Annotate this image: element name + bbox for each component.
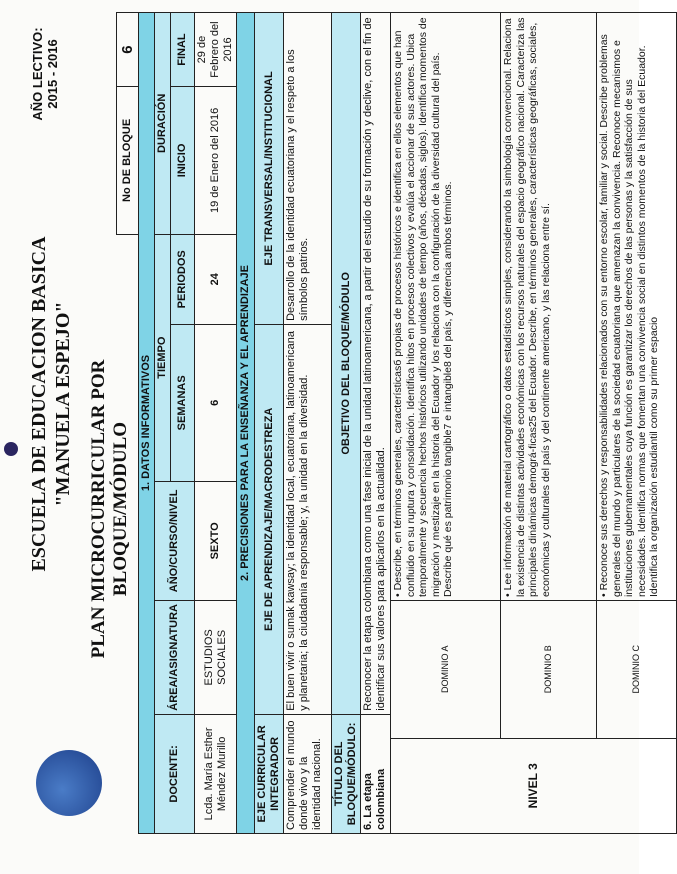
plan-table — [116, 12, 677, 834]
curso-value: SEXTO — [195, 481, 237, 600]
dominio-a-text: • Describe, en términos generales, característicasб propias de procesos históricos e identifica en ellos elementos que han confluido en su ruptura y consolidación. Identifica hitos en procesos colectivos y evalúa el accionar de sus actores. Ubica temporalmente y secuencia hechos históricos utilizando unidades de tiempo (años, décadas, siglos). Identifica momentos de migración y mestizaje en la historia del Ecuador y los relaciona con la configuración de la diversidad cultural del país. Describe qué es patrimonio tangible7 e intangible8 del país, y diferencia ambos términos. — [391, 13, 501, 601]
school-year-label: AÑO LECTIVO: — [30, 27, 45, 121]
plan-title: PLAN MICROCURRICULAR POR BLOQUE/MÓDULO — [88, 359, 131, 659]
section-precisiones: 2. PRECISIONES PARA LA ENSEÑANZA Y EL APRENDIZAJE — [237, 13, 255, 834]
objetivo-bloque-header: OBJETIVO DEL BLOQUE/MÓDULO — [332, 13, 361, 715]
semanas-header: SEMANAS — [171, 324, 195, 481]
docente-value: Lcda. María Esther Méndez Murillo — [195, 714, 237, 833]
eje-macro-header: EJE DE APRENDIZAJE/MACRODESTREZA — [255, 324, 284, 714]
dominio-c-label: DOMINIO C — [597, 601, 677, 739]
eje-integrador-text: Comprender el mundo donde vivo y la identidad nacional. — [284, 714, 332, 833]
nivel-label: NIVEL 3 — [391, 738, 677, 833]
periodos-value: 24 — [195, 234, 237, 324]
block-value: 6 — [117, 13, 139, 87]
school-name: ESCUELA DE EDUCACION BASICA — [28, 236, 50, 572]
school-subname: "MANUELA ESPEJO" — [52, 301, 74, 507]
final-value: 29 de Febrero del 2016 — [195, 13, 237, 87]
area-value: ESTUDIOS SOCIALES — [195, 601, 237, 715]
titulo-bloque-header: TÍTULO DEL BLOQUE/MÓDULO: — [332, 714, 361, 833]
curso-header: AÑO/CURSO/NIVEL — [155, 481, 195, 600]
school-year — [30, 14, 60, 134]
duracion-header: DURACIÓN — [155, 13, 171, 235]
dominio-b-text: • Lee información de material cartográfico o datos estadísticos simples, considerando la simbología convencional. Relaciona la existencia de distintas actividades económicas con los recursos naturales del espacio geográfico nacional. Caracteriza las principales dinámicas demográ-ficas25 del Ecuador. Describe, en términos generales, características geográficas, sociales, económicas y culturales del país y del continente americano, y las relaciona entre sí. — [501, 13, 597, 601]
area-header: ÁREA/ASIGNATURA — [155, 601, 195, 715]
logo-emblem-icon — [36, 750, 102, 816]
punch-hole-icon — [4, 442, 18, 456]
section-datos-informativos: 1. DATOS INFORMATIVOS — [139, 13, 155, 834]
inicio-value: 19 de Enero del 2016 — [195, 87, 237, 235]
semanas-value: 6 — [195, 324, 237, 481]
tiempo-header: TIEMPO — [155, 234, 171, 481]
eje-transversal-text: Desarrollo de la identidad ecuatoriana y el respeto a los símbolos patrios. — [284, 13, 332, 325]
block-label: No DE BLOQUE — [117, 87, 139, 235]
dominio-c-text: • Reconoce sus derechos y responsabilidades relacionados con su entorno escolar, familiar y social. Describe problemas generales del mundo y particulares de la sociedad ecuatoriana que amenazan la convivencia. Reconoce mecanismos e instituciones gubernamentales cuya función es garantizar los derechos de las personas y la satisfacción de sus necesidades. Identifica normas que fomentan una convivencia social en distintos momentos de la historia del Ecuador. Identifica la organización estudiantil como su primer espacio — [597, 13, 677, 601]
eje-macro-text: El buen vivir o sumak kawsay; la identidad local, ecuatoriana, latinoamericana y planetaria; la ciudadanía responsable; y, la unidad en la diversidad. — [284, 324, 332, 714]
school-year-value: 2015 - 2016 — [45, 39, 60, 109]
eje-transversal-header: EJE TRANSVERSAL/INSTITUCIONAL — [255, 13, 284, 325]
dominio-a-label: DOMINIO A — [391, 601, 501, 739]
eje-integrador-header: EJE CURRICULAR INTEGRADOR — [255, 714, 284, 833]
docente-header: DOCENTE: — [155, 714, 195, 833]
periodos-header: PERIODOS — [171, 234, 195, 324]
dominio-b-label: DOMINIO B — [501, 601, 597, 739]
titulo-bloque-text: 6. La etapa colombiana — [361, 714, 391, 833]
objetivo-bloque-text: Reconocer la etapa colombiana como una fase inicial de la unidad latinoamericana, a partir del estudio de su formación y declive, con el fin de identificar sus valores para aplicarlos en la actualidad. — [361, 13, 391, 715]
inicio-header: INICIO — [171, 87, 195, 235]
final-header: FINAL — [171, 13, 195, 87]
